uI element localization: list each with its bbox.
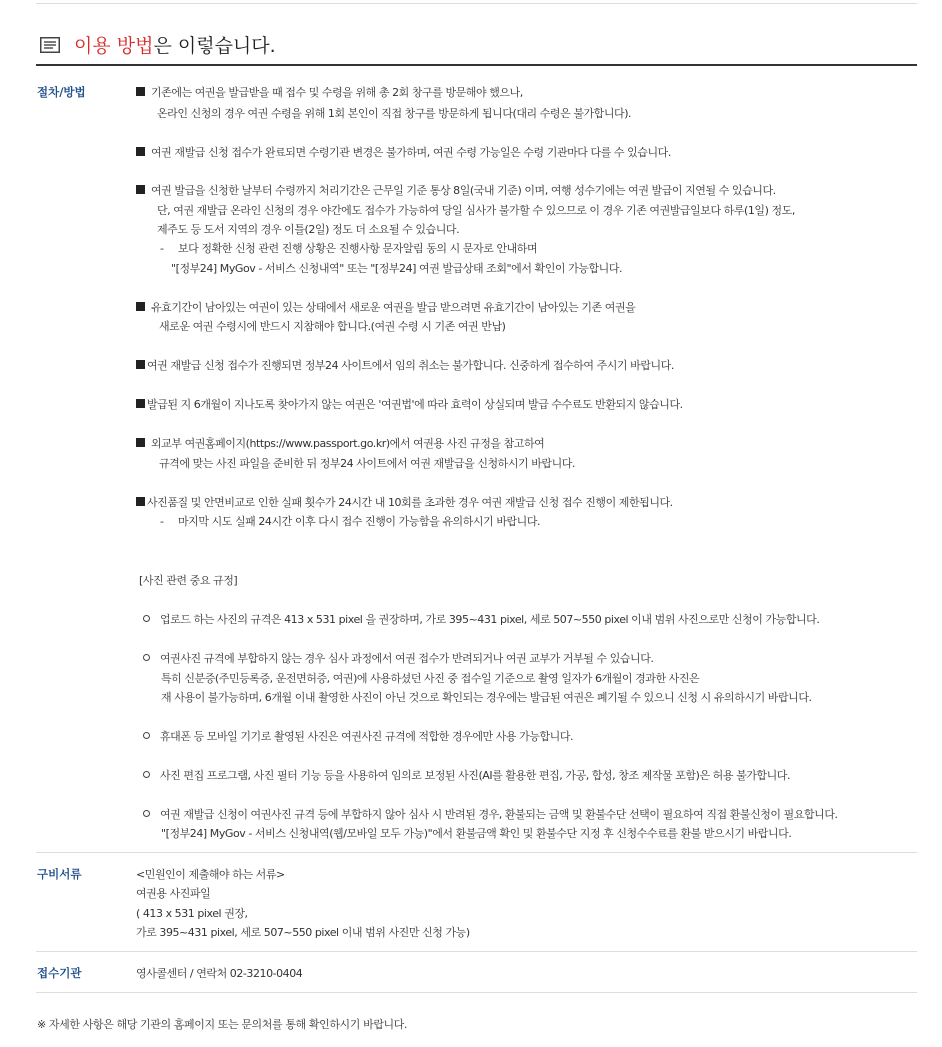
- documents-line: ( 413 x 531 pixel 권장,: [136, 907, 248, 920]
- agency-label: 접수기관: [37, 966, 82, 980]
- circle-bullet-icon: [143, 771, 150, 778]
- section-title-highlight: 이용 방법: [74, 35, 154, 57]
- procedure-line: 여권 재발급 신청 접수가 진행되면 정부24 사이트에서 임의 취소는 불가합니다. 신중하게 접수하여 주시기 바랍니다.: [136, 357, 674, 373]
- row-divider: [36, 951, 917, 952]
- photo-rule-item: 여권사진 규격에 부합하지 않는 경우 심사 과정에서 여권 접수가 반려되거나 여권 교부가 거부될 수 있습니다.: [143, 650, 653, 666]
- procedure-label: 절차/방법: [37, 85, 86, 99]
- circle-bullet-icon: [143, 810, 150, 817]
- circle-bullet-icon: [143, 615, 150, 622]
- procedure-line: "[정부24] MyGov - 서비스 신청내역" 또는 "[정부24] 여권 발급상태 조회"에서 확인이 가능합니다.: [171, 262, 623, 275]
- section-header: [36, 30, 917, 64]
- procedure-line: 발급된 지 6개월이 지나도록 찾아가지 않는 여권은 '여권법'에 따라 효력이 상실되며 발급 수수료도 반환되지 않습니다.: [136, 396, 683, 412]
- documents-line: <민원인이 제출해야 하는 서류>: [136, 868, 285, 881]
- documents-label: 구비서류: [37, 867, 82, 881]
- photo-rule-item: 사진 편집 프로그램, 사진 필터 기능 등을 사용하여 임의로 보정된 사진(AI를 활용한 편집, 가공, 합성, 창조 제작물 포함)은 허용 불가합니다.: [143, 767, 790, 783]
- procedure-subitem: - 마지막 시도 실패 24시간 이후 다시 접수 진행이 가능함을 유의하시기 바랍니다.: [160, 515, 541, 528]
- procedure-line: 유효기간이 남아있는 여권이 있는 상태에서 새로운 여권을 발급 받으려면 유효기간이 남아있는 기존 여권을: [136, 299, 635, 315]
- procedure-line: 제주도 등 도서 지역의 경우 이틀(2일) 정도 더 소요될 수 있습니다.: [157, 223, 460, 236]
- documents-line: 가로 395~431 pixel, 세로 507~550 pixel 이내 범위 사진만 신청 가능): [136, 926, 470, 939]
- procedure-subitem: - 보다 정확한 신청 관련 진행 상황은 진행사항 문자알림 동의 시 문자로 안내하며: [160, 242, 538, 255]
- procedure-line: 새로운 여권 수령시에 반드시 지참해야 합니다.(여권 수령 시 기존 여권 반납): [159, 320, 506, 333]
- square-bullet-icon: [136, 87, 145, 96]
- photo-rule-line: "[정부24] MyGov - 서비스 신청내역(웹/모바일 모두 가능)"에서 환불금액 확인 및 환불수단 지정 후 신청수수료를 환불 받으시기 바랍니다.: [161, 827, 792, 840]
- section-title: [74, 31, 276, 58]
- procedure-line: 온라인 신청의 경우 여권 수령을 위해 1회 본인이 직접 창구를 방문하게 됩니다(대리 수령은 불가합니다).: [157, 107, 632, 120]
- list-document-icon: [40, 37, 60, 53]
- square-bullet-icon: [136, 399, 145, 408]
- circle-bullet-icon: [143, 654, 150, 661]
- square-bullet-icon: [136, 302, 145, 311]
- row-divider: [36, 992, 917, 993]
- square-bullet-icon: [136, 497, 145, 506]
- square-bullet-icon: [136, 360, 145, 369]
- procedure-line: 사진품질 및 안면비교로 인한 실패 횟수가 24시간 내 10회를 초과한 경우 여권 재발급 신청 접수 진행이 제한됩니다.: [136, 494, 673, 510]
- procedure-line: 규격에 맞는 사진 파일을 준비한 뒤 정부24 사이트에서 여권 재발급을 신청하시기 바랍니다.: [159, 457, 575, 470]
- procedure-line: 여권 발급을 신청한 날부터 수령까지 처리기간은 근무일 기준 통상 8일(국내 기준) 이며, 여행 성수기에는 여권 발급이 지연될 수 있습니다.: [136, 182, 776, 198]
- procedure-line: 외교부 여권홈페이지(https://www.passport.go.kr)에서 여권용 사진 규정을 참고하여: [136, 435, 544, 451]
- row-divider: [36, 852, 917, 853]
- agency-contact: 영사콜센터 / 연락처 02-3210-0404: [136, 967, 303, 980]
- procedure-line: 단, 여권 재발급 온라인 신청의 경우 야간에도 접수가 가능하여 당일 심사가 불가할 수 있으므로 이 경우 기존 여권발급일보다 하루(1일) 정도,: [157, 204, 795, 217]
- photo-rule-line: 재 사용이 불가능하며, 6개월 이내 촬영한 사진이 아닌 것으로 확인되는 경우에는 발급된 여권은 폐기될 수 있으니 신청 시 유의하시기 바랍니다.: [161, 691, 812, 704]
- photo-rule-item: 여권 재발급 신청이 여권사진 규격 등에 부합하지 않아 심사 시 반려된 경우, 환불되는 금액 및 환불수단 선택이 필요하여 직접 환불신청이 필요합니다.: [143, 806, 838, 822]
- square-bullet-icon: [136, 438, 145, 447]
- photo-rule-line: 특히 신분증(주민등록증, 운전면허증, 여권)에 사용하셨던 사진 중 접수일 기준으로 촬영 일자가 6개월이 경과한 사진은: [161, 672, 700, 685]
- square-bullet-icon: [136, 185, 145, 194]
- photo-rule-item: 업로드 하는 사진의 규격은 413 x 531 pixel 을 권장하며, 가로 395~431 pixel, 세로 507~550 pixel 이내 범위 사진으로만 신청이 가능합니다.: [143, 611, 819, 627]
- documents-line: 여권용 사진파일: [136, 887, 211, 900]
- top-divider: [36, 3, 917, 4]
- square-bullet-icon: [136, 147, 145, 156]
- footnote: ※ 자세한 사항은 해당 기관의 홈페이지 또는 문의처를 통해 확인하시기 바랍니다.: [37, 1018, 408, 1031]
- procedure-line: 여권 재발급 신청 접수가 완료되면 수령기관 변경은 불가하며, 여권 수령 가능일은 수령 기관마다 다를 수 있습니다.: [136, 144, 671, 160]
- procedure-line: 기존에는 여권을 발급받을 때 접수 및 수령을 위해 총 2회 창구를 방문해야 했으나,: [136, 84, 523, 100]
- circle-bullet-icon: [143, 732, 150, 739]
- header-underline: [36, 64, 917, 66]
- section-title-rest: 은 이렇습니다.: [153, 35, 276, 57]
- photo-rules-heading: [사진 관련 중요 규정]: [139, 574, 238, 587]
- photo-rule-item: 휴대폰 등 모바일 기기로 촬영된 사진은 여권사진 규격에 적합한 경우에만 사용 가능합니다.: [143, 728, 573, 744]
